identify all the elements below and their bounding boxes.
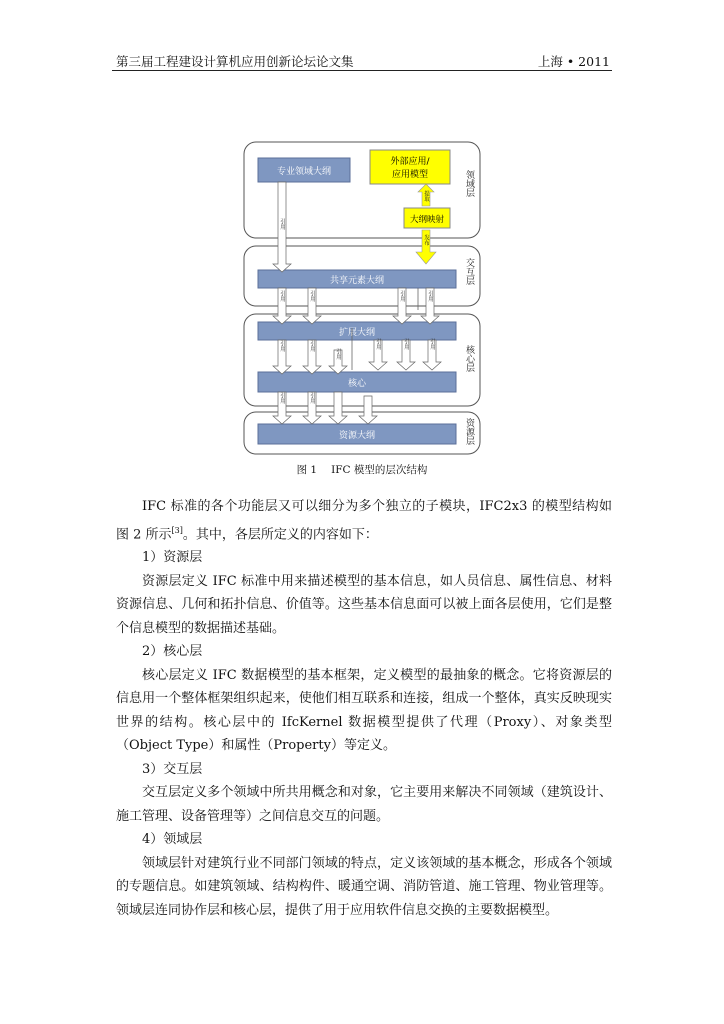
citation-ref: [3] [171, 525, 183, 535]
intro-text-a: IFC 标准的各个功能层又可以细分为多个独立的子模块，IFC2x3 的模型结构如图 2 所示 [116, 499, 612, 542]
ifc-layer-diagram [242, 140, 482, 460]
ref-label-11: 引用 [279, 392, 285, 404]
ref-label-8: 引用 [375, 338, 381, 350]
publish-label: 发布 [423, 234, 429, 246]
ref-label-7: 引用 [335, 348, 341, 360]
ref-label-5: 引用 [279, 340, 285, 352]
interaction-layer-label: 交互层 [464, 258, 474, 285]
shared-elements-label: 共享元素大纲 [329, 276, 385, 286]
ref-label-9: 引用 [403, 338, 409, 350]
ref-label-1: 引用 [279, 290, 285, 302]
paragraph-core-layer: 核心层定义 IFC 数据模型的基本框架，定义模型的最抽象的概念。它将资源层的信息用一个整体框架组织起来，使他们相互联系和连接，组成一个整体，真实反映现实世界的结构。核心层中的 IfcKernel 数据模型提供了代理（Proxy）、对象类型（Object Type）和属性（Property）等定义。 [116, 667, 612, 754]
ifc-layer-figure [242, 140, 482, 460]
paragraph-resource-layer: 资源层定义 IFC 标准中用来描述模型的基本信息，如人员信息、属性信息、材料资源信息、几何和拓扑信息、价值等。这些基本信息面可以被上面各层使用，它们是整个信息模型的数据描述基础。 [116, 573, 612, 636]
resource-layer-label: 资源层 [464, 418, 474, 445]
external-app-label-1: 外部应用/ [390, 157, 430, 167]
heading-interaction-layer: 3）交互层 [142, 761, 203, 777]
intro-paragraph [116, 495, 612, 546]
paragraph-interaction-layer: 交互层定义多个领域中所共用概念和对象，它主要用来解决不同领域（建筑设计、施工管理、设备管理等）之间信息交互的问题。 [116, 785, 612, 824]
extension-label: 扩展大纲 [338, 328, 376, 338]
domain-schema-label: 专业领域大纲 [276, 167, 332, 177]
ref-label-12: 引用 [309, 392, 315, 404]
intro-text-b: 。其中，各层所定义的内容如下： [182, 526, 378, 542]
heading-domain-layer: 4）领域层 [142, 832, 203, 848]
figure-number: 图 1 [296, 464, 318, 476]
article-body [116, 495, 612, 922]
domain-layer-label: 领域层 [464, 170, 474, 197]
external-app-label-2: 应用模型 [391, 170, 429, 180]
heading-resource-layer: 1）资源层 [142, 550, 203, 566]
paragraph-domain-layer: 领域层针对建筑行业不同部门领域的特点，定义该领域的基本概念，形成各个领域的专题信息。如建筑领域、结构构件、暖通空调、消防管道、施工管理、物业管理等。领域层连同协作层和核心层，提供了用于应用软件信息交换的主要数据模型。 [116, 855, 612, 918]
ref-label-domain: 引用 [279, 218, 285, 230]
figure-title: IFC 模型的层次结构 [331, 464, 428, 476]
resource-label: 资源大纲 [338, 431, 376, 441]
figure-caption [0, 462, 724, 477]
heading-core-layer: 2）核心层 [142, 644, 203, 660]
header-location-year: 上海 • 2011 [537, 54, 610, 69]
ref-label-6: 引用 [309, 340, 315, 352]
ref-label-4: 引用 [427, 290, 433, 302]
core-label: 核心 [347, 379, 367, 389]
running-header [112, 50, 612, 71]
mapping-label: 大纲映射 [409, 215, 445, 225]
ref-label-3: 引用 [399, 290, 405, 302]
ref-label-2: 引用 [309, 290, 315, 302]
extract-label: 提取 [423, 190, 429, 202]
header-journal-title: 第三届工程建设计算机应用创新论坛论文集 [116, 54, 354, 69]
core-layer-label: 核心层 [464, 345, 474, 372]
ref-label-10: 引用 [429, 338, 435, 350]
